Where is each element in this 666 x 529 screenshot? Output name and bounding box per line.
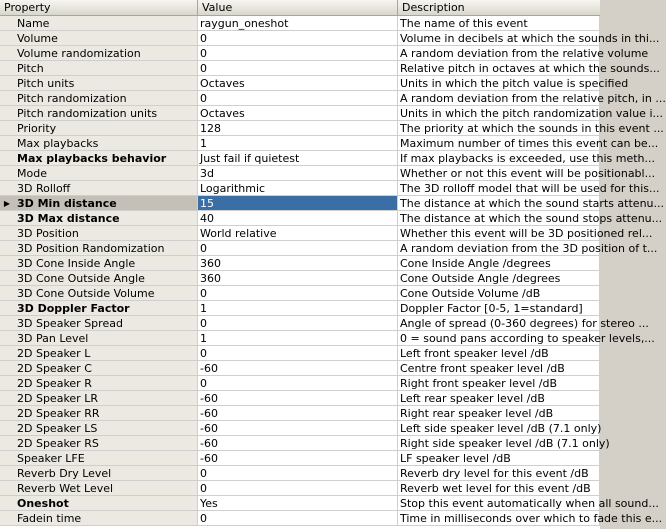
property-value-field[interactable]: 15 (198, 196, 398, 211)
property-name-cell[interactable] (0, 481, 198, 496)
property-value-field[interactable]: -60 (198, 406, 398, 421)
property-description: Stop this event automatically when all sound... (400, 497, 659, 510)
property-name: 3D Position Randomization (17, 242, 165, 255)
property-value-field[interactable]: 0 (198, 316, 398, 331)
property-name-cell[interactable] (0, 91, 198, 106)
property-name: Mode (17, 167, 47, 180)
property-description: Whether or not this event will be positionabl... (400, 167, 656, 180)
property-name: 3D Pan Level (17, 332, 89, 345)
table-row[interactable] (0, 196, 664, 211)
property-description: Cone Outside Volume /dB (398, 286, 600, 301)
property-description: A random deviation from the relative pitch, in ... (400, 92, 666, 105)
property-name: 2D Speaker LS (17, 422, 98, 435)
property-name-cell[interactable] (0, 316, 198, 331)
property-value-field[interactable]: 0 (198, 376, 398, 391)
property-name-cell[interactable] (0, 301, 198, 316)
table-row[interactable] (0, 511, 663, 526)
column-header-value[interactable]: Value (198, 0, 398, 15)
property-name: 2D Speaker L (17, 347, 91, 360)
table-row[interactable] (0, 61, 660, 76)
property-description: Time in milliseconds over which to fade this e... (400, 512, 663, 525)
property-name-cell[interactable] (0, 151, 198, 166)
property-name-cell[interactable] (0, 331, 198, 346)
property-name-cell[interactable] (0, 511, 198, 526)
property-value-field[interactable]: -60 (198, 451, 398, 466)
property-name-cell[interactable] (0, 451, 198, 466)
property-description: Left side speaker level /dB (7.1 only) (400, 422, 602, 435)
property-value-field[interactable]: Octaves (198, 76, 398, 91)
property-description: If max playbacks is exceeded, use this meth... (400, 152, 656, 165)
property-name: Name (17, 17, 50, 30)
property-value-field[interactable]: 0 (198, 466, 398, 481)
property-name: Max playbacks behavior (17, 152, 167, 165)
grid-header (0, 0, 600, 16)
property-description: Volume in decibels at which the sounds in thi... (400, 32, 660, 45)
property-description: Cone Inside Angle /degrees (398, 256, 600, 271)
property-name: 2D Speaker RS (17, 437, 99, 450)
property-name: 3D Cone Outside Angle (17, 272, 145, 285)
property-description: Maximum number of times this event can be... (400, 137, 659, 150)
property-description: The priority at which the sounds in this event ... (400, 122, 664, 135)
property-description: A random deviation from the 3D position of t... (400, 242, 658, 255)
property-value-field[interactable]: 0 (198, 481, 398, 496)
property-name: 2D Speaker RR (17, 407, 100, 420)
property-value-field[interactable]: 0 (198, 346, 398, 361)
table-row[interactable] (0, 451, 600, 466)
property-name: 3D Min distance (17, 197, 117, 210)
property-name: 2D Speaker LR (17, 392, 98, 405)
property-value-field[interactable]: 1 (198, 301, 398, 316)
property-name-cell[interactable] (0, 196, 198, 211)
property-value-field[interactable]: 128 (198, 121, 398, 136)
property-description: Units in which the pitch randomization value i... (400, 107, 663, 120)
property-name: Pitch (17, 62, 44, 75)
table-row[interactable] (0, 271, 600, 286)
property-name-cell[interactable] (0, 211, 198, 226)
column-header-property[interactable]: Property (0, 0, 198, 15)
property-name: Max playbacks (17, 137, 99, 150)
table-row[interactable] (0, 226, 653, 241)
property-description: Cone Outside Angle /degrees (398, 271, 600, 286)
property-value-field[interactable]: Logarithmic (198, 181, 398, 196)
property-value-field[interactable]: Octaves (198, 106, 398, 121)
property-name-cell[interactable] (0, 286, 198, 301)
property-name: 3D Speaker Spread (17, 317, 123, 330)
property-description: Left front speaker level /dB (398, 346, 600, 361)
property-description: Right rear speaker level /dB (398, 406, 600, 421)
table-row[interactable] (0, 16, 600, 31)
property-value-field[interactable]: -60 (198, 361, 398, 376)
property-value-field[interactable]: 0 (198, 91, 398, 106)
property-name-cell[interactable] (0, 271, 198, 286)
table-row[interactable] (0, 76, 629, 91)
property-name-cell[interactable] (0, 166, 198, 181)
property-description: Doppler Factor [0-5, 1=standard] (398, 301, 600, 316)
property-value-field[interactable]: -60 (198, 391, 398, 406)
property-value-field[interactable]: 0 (198, 31, 398, 46)
property-name: Reverb Wet Level (17, 482, 114, 495)
property-value-field[interactable]: raygun_oneshot (198, 16, 398, 31)
property-value-field[interactable]: 0 (198, 286, 398, 301)
property-name-cell[interactable] (0, 121, 198, 136)
property-description: A random deviation from the relative volume (400, 47, 649, 60)
property-description: Relative pitch in octaves at which the sounds... (400, 62, 660, 75)
property-description: 0 = sound pans according to speaker levels,... (400, 332, 655, 345)
property-name: Pitch randomization (17, 92, 127, 105)
table-row[interactable] (0, 46, 649, 61)
property-name: 2D Speaker C (17, 362, 92, 375)
table-row[interactable] (0, 361, 600, 376)
table-row[interactable] (0, 391, 600, 406)
property-name-cell[interactable] (0, 376, 198, 391)
table-row[interactable] (0, 406, 600, 421)
property-value-field[interactable]: -60 (198, 436, 398, 451)
property-name: 3D Max distance (17, 212, 120, 225)
table-row[interactable] (0, 151, 656, 166)
property-description: Left rear speaker level /dB (398, 391, 600, 406)
property-name-cell[interactable] (0, 46, 198, 61)
property-description: Units in which the pitch value is specified (400, 77, 629, 90)
property-name-cell[interactable] (0, 16, 198, 31)
table-row[interactable] (0, 481, 600, 496)
property-name-cell[interactable] (0, 241, 198, 256)
table-row[interactable] (0, 496, 659, 511)
property-value-field[interactable]: 3d (198, 166, 398, 181)
property-name: Speaker LFE (17, 452, 85, 465)
property-name-cell[interactable] (0, 181, 198, 196)
property-name: Priority (17, 122, 57, 135)
table-row[interactable] (0, 376, 600, 391)
property-value-field[interactable]: 1 (198, 331, 398, 346)
property-name: 3D Cone Outside Volume (17, 287, 155, 300)
property-name: 3D Cone Inside Angle (17, 257, 136, 270)
property-name-cell[interactable] (0, 466, 198, 481)
property-value-field[interactable]: 0 (198, 61, 398, 76)
property-name-cell[interactable] (0, 256, 198, 271)
table-row[interactable] (0, 466, 600, 481)
column-header-description[interactable]: Description (402, 1, 465, 14)
table-row[interactable] (0, 31, 660, 46)
property-name: 3D Doppler Factor (17, 302, 130, 315)
table-row[interactable] (0, 421, 600, 436)
property-value-field[interactable]: World relative (198, 226, 398, 241)
property-name-cell[interactable] (0, 136, 198, 151)
property-value-field[interactable]: -60 (198, 421, 398, 436)
property-value-field[interactable]: Yes (198, 496, 398, 511)
property-description: Centre front speaker level /dB (398, 361, 600, 376)
table-row[interactable] (0, 136, 659, 151)
property-name-cell[interactable] (0, 76, 198, 91)
property-name-cell[interactable] (0, 226, 198, 241)
table-row[interactable] (0, 301, 600, 316)
property-description: Right front speaker level /dB (398, 376, 600, 391)
property-value-field[interactable]: 360 (198, 256, 398, 271)
property-name: 3D Rolloff (17, 182, 71, 195)
property-description: The distance at which the sound stops attenu... (400, 212, 663, 225)
property-name-cell[interactable] (0, 361, 198, 376)
property-value-field[interactable]: 0 (198, 46, 398, 61)
property-name-cell[interactable] (0, 391, 198, 406)
selected-row-arrow-icon: ▶ (3, 199, 11, 208)
table-row[interactable] (0, 316, 649, 331)
property-description: Reverb dry level for this event /dB (398, 466, 600, 481)
property-description: LF speaker level /dB (398, 451, 600, 466)
property-name: Pitch units (17, 77, 75, 90)
table-row[interactable] (0, 331, 655, 346)
property-name: 2D Speaker R (17, 377, 92, 390)
table-row[interactable] (0, 211, 663, 226)
table-row[interactable] (0, 346, 600, 361)
property-value-field[interactable]: 360 (198, 271, 398, 286)
property-value-field[interactable]: 0 (198, 511, 398, 526)
property-name-cell[interactable] (0, 406, 198, 421)
property-name: Pitch randomization units (17, 107, 158, 120)
property-name-cell[interactable] (0, 496, 198, 511)
property-description: Whether this event will be 3D positioned rel... (400, 227, 653, 240)
property-value-field[interactable]: 1 (198, 136, 398, 151)
table-row[interactable] (0, 256, 600, 271)
property-name-cell[interactable] (0, 31, 198, 46)
table-row[interactable] (0, 121, 664, 136)
property-name: Volume (17, 32, 58, 45)
property-name-cell[interactable] (0, 61, 198, 76)
property-description: Angle of spread (0-360 degrees) for stereo ... (400, 317, 649, 330)
property-value-field[interactable]: Just fail if quietest (198, 151, 398, 166)
property-description: Reverb wet level for this event /dB (398, 481, 600, 496)
table-row[interactable] (0, 241, 658, 256)
property-description: The 3D rolloff model that will be used for this... (400, 182, 660, 195)
table-row[interactable] (0, 181, 660, 196)
property-description: The name of this event (398, 16, 600, 31)
property-name: Oneshot (17, 497, 69, 510)
property-value-field[interactable]: 0 (198, 241, 398, 256)
property-name: Reverb Dry Level (17, 467, 112, 480)
table-row[interactable] (0, 436, 610, 451)
property-name: 3D Position (17, 227, 79, 240)
property-name: Volume randomization (17, 47, 141, 60)
property-value-field[interactable]: 40 (198, 211, 398, 226)
table-row[interactable] (0, 286, 600, 301)
property-name-cell[interactable] (0, 421, 198, 436)
property-name-cell[interactable] (0, 346, 198, 361)
table-row[interactable] (0, 106, 663, 121)
property-name: Fadein time (17, 512, 82, 525)
table-row[interactable] (0, 91, 666, 106)
property-description: The distance at which the sound starts attenu... (400, 197, 664, 210)
property-name-cell[interactable] (0, 106, 198, 121)
table-row[interactable] (0, 166, 656, 181)
property-name-cell[interactable] (0, 436, 198, 451)
property-description: Right side speaker level /dB (7.1 only) (400, 437, 610, 450)
